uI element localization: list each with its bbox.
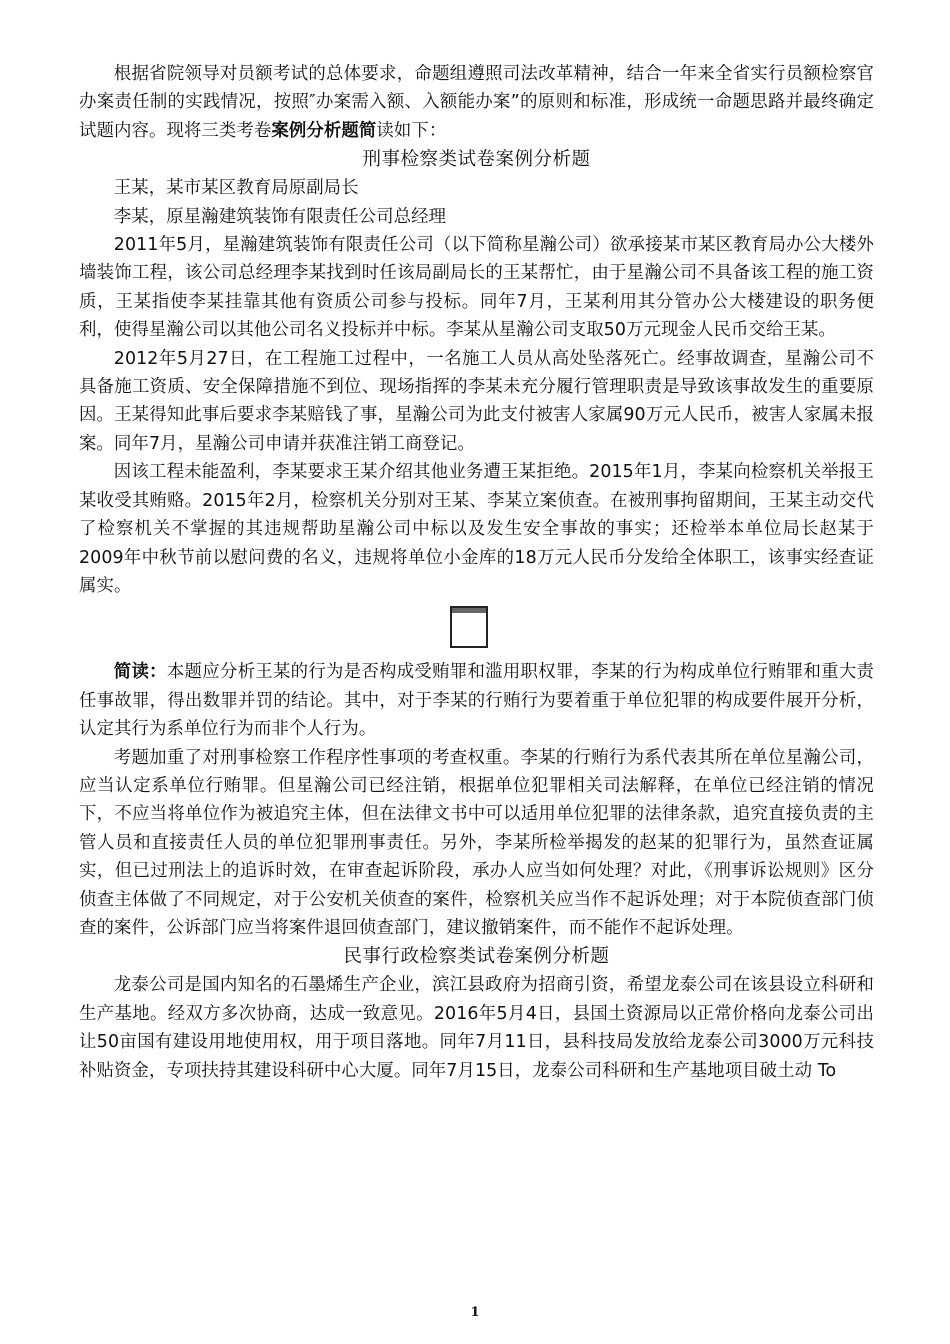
intro-end-text: 读如下： [376, 120, 447, 141]
analysis-paragraph-2: 考题加重了对刑事检察工作程序性事项的考查权重。李某的行贿行为系代表其所在单位星瀚公司，应当认定系单位行贿罪。但星瀚公司已经注销，根据单位犯罪相关司法解释，在单位已经注销的情况下，不应当将单位作为被追究主体，但在法律文书中可以适用单位犯罪的法律条款，追究直接负责的主管人员和直接责任人员的单位犯罪刑事责任。另外，李某所检举揭发的赵某的犯罪行为，虽然查证属实，但已过刑法上的追诉时效，在审查起诉阶段，承办人应当如何处理？对此，《刑事诉讼规则》区分侦查主体做了不同规定，对于公安机关侦查的案件，检察机关应当作不起诉处理；对于本院侦查部门侦查的案件，公诉部门应当将案件退回侦查部门，建议撤销案件，而不能作不起诉处理。 [79, 747, 874, 938]
intro-text: 根据省院领导对员额考试的总体要求，命题组遵照司法改革精神，结合一年来全省实行员额检察官办案责任制的实践情况，按照″办案需入额、入额能办案”的原则和标准，形成统一命题思路并最终确定试题内容。现将三类考卷 [79, 64, 874, 141]
civil-case-paragraph-1: 龙泰公司是国内知名的石墨烯生产企业，滨江县政府为招商引资，希望龙泰公司在该县设立科研和生产基地。经双方多次协商，达成一致意见。2016年5月4日，县国土资源局以正常价格向龙泰公司出让50亩国有建设用地使用权，用于项目落地。同年7月11日，县科技局发放给龙泰公司3000万元科技补贴资金，专项扶持其建设科研中心大厦。同年7月15日，龙泰公司科研和生产基地项目破土动 To [79, 975, 874, 1081]
intro-paragraph [79, 60, 874, 145]
image-thumbnail-icon [450, 606, 488, 648]
case-paragraph-1: 2011年5月，星瀚建筑装饰有限责任公司（以下简称星瀚公司）欲承接某市某区教育局办公大楼外墙装饰工程，该公司总经理李某找到时任该局副局长的王某帮忙，由于星瀚公司不具备该工程的施工资质，王某指使李某挂靠其他有资质公司参与投标。同年7月，王某利用其分管办公大楼建设的职务便利，使得星瀚公司以其他公司名义投标并中标。李某从星瀚公司支取50万元现金人民币交给王某。 [79, 235, 874, 341]
section2-heading: 民事行政检察类试卷案例分析题 [343, 946, 610, 968]
document-page [79, 60, 874, 1085]
person1-line: 王某，某市某区教育局原副局长 [113, 178, 359, 199]
intro-bold-text: 案例分析题简 [271, 120, 377, 141]
analysis-text: 本题应分析王某的行为是否构成受贿罪和滥用职权罪，李某的行为构成单位行贿罪和重大责任事故罪，得出数罪并罚的结论。其中，对于李某的行贿行为要着重于单位犯罪的构成要件展开分析，认定其行为系单位行为而非个人行为。 [79, 662, 874, 740]
analysis-paragraph-1 [79, 658, 874, 743]
case-paragraph-2: 2012年5月27日，在工程施工过程中，一名施工人员从高处坠落死亡。经事故调查，星瀚公司不具备施工资质、安全保障措施不到位、现场指挥的李某未充分履行管理职责是导致该事故发生的重要原因。王某得知此事后要求李某赔钱了事，星瀚公司为此支付被害人家属90万元人民币，被害人家属未报案。同年7月，星瀚公司申请并获准注销工商登记。 [79, 348, 874, 454]
case-paragraph-3: 因该工程未能盈利，李某要求王某介绍其他业务遭王某拒绝。2015年1月，李某向检察机关举报王某收受其贿赂。2015年2月，检察机关分别对王某、李某立案侦查。在被刑事拘留期间，王某主动交代了检察机关不掌握的其违规帮助星瀚公司中标以及发生安全事故的事实；还检举本单位局长赵某于2009年中秋节前以慰问费的名义，违规将单位小金库的18万元人民币分发给全体职工，该事实经查证属实。 [79, 462, 874, 596]
person2-line: 李某，原星瀚建筑装饰有限责任公司总经理 [113, 206, 447, 227]
embedded-image-placeholder [79, 600, 874, 656]
page-number: 1 [470, 1305, 480, 1320]
analysis-label: 简读： [113, 662, 167, 683]
section1-heading: 刑事检察类试卷案例分析题 [362, 149, 591, 171]
